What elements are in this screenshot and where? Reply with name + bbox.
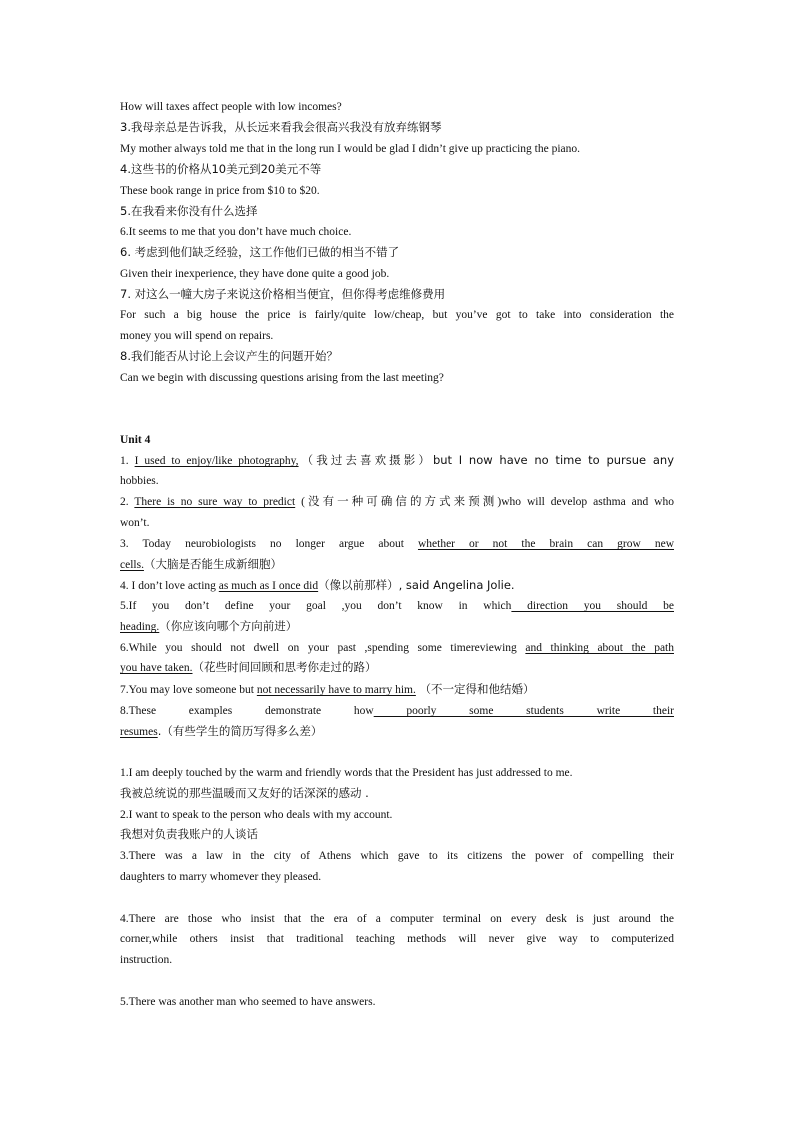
text-line: 8.我们能否从讨论上会议产生的问题开始？ [120,349,338,363]
answer-underlined: poorly some students write their [373,705,674,717]
text-run: （我过去喜欢摄影）but I now have no time to pursue any [298,453,675,467]
text-line: instruction. [120,954,173,966]
answer-underlined: not necessarily have to marry him. [256,684,416,696]
text-run: （大脑是否能生成新细胞） [143,557,282,571]
answer-underlined: I used to enjoy/like photography, [134,455,299,467]
answer-underlined: and thinking about the path [525,642,674,654]
exercise-line [120,660,674,675]
exercise-line [120,641,674,655]
text-run: 6.While you should not dwell on your past ,spending some timereviewing [120,642,526,654]
text-line: My mother always told me that in the long run I would be glad I didn’t give up practicing the piano. [120,143,581,155]
text-line: money you will spend on repairs. [120,330,274,342]
text-run: （像以前那样）, said Angelina Jolie. [318,578,515,592]
text-line: hobbies. [120,475,159,487]
answer-underlined: heading. [120,621,160,633]
text-line: 7. 对这么一幢大房子来说这价格相当便宜，但你得考虑维修费用 [120,287,446,301]
text-line: 5.在我看来你没有什么选择 [120,204,258,218]
text-run: 1. [120,455,135,467]
text-line: How will taxes affect people with low incomes? [120,101,342,113]
text-line: won’t. [120,517,150,529]
text-run: 2. [120,496,135,508]
text-line: 2.I want to speak to the person who deals with my account. [120,809,393,821]
text-line: 3.我母亲总是告诉我，从长远来看我会很高兴我没有放弃练钢琴 [120,120,442,134]
answer-underlined: There is no sure way to predict [134,496,296,508]
text-run: （花些时间回顾和思考你走过的路） [192,660,377,674]
text-run: （你应该向哪个方向前进） [159,619,298,633]
answer-underlined: whether or not the brain can grow new [417,538,675,550]
text-run: 5.If you don’t define your goal ,you don’t know in which [120,600,512,612]
text-line: 6.It seems to me that you don’t have much choice. [120,226,352,238]
text-line: 4.There are those who insist that the era of a computer terminal on every desk is just around the [120,913,674,925]
exercise-line [120,599,674,613]
text-line: 4.这些书的价格从10美元到20美元不等 [120,162,322,176]
text-line: corner,while others insist that traditional teaching methods will never give way to computerized [120,933,674,945]
text-run: .（有些学生的简历写得多么差） [157,724,323,738]
exercise-line [120,724,674,739]
text-run: （不一定得和他结婚） [415,682,535,696]
text-line: Given their inexperience, they have done quite a good job. [120,268,390,280]
exercise-line [120,704,674,718]
exercise-line [120,578,674,593]
answer-underlined: direction you should be [511,600,674,612]
answer-underlined: resumes [120,726,158,738]
text-run: 7.You may love someone but [120,684,257,696]
text-run: 4. I don’t love acting [120,580,219,592]
text-line: Can we begin with discussing questions arising from the last meeting? [120,372,444,384]
text-line: 3.There was a law in the city of Athens which gave to its citizens the power of compelling their [120,850,674,862]
exercise-line [120,619,674,634]
text-line: 1.I am deeply touched by the warm and friendly words that the President has just addressed to me. [120,767,573,779]
exercise-line [120,557,674,572]
text-run: 8.These examples demonstrate how [120,705,374,717]
text-line: 5.There was another man who seemed to have answers. [120,996,376,1008]
answer-underlined: as much as I once did [218,580,319,592]
unit-heading: Unit 4 [120,434,151,446]
exercise-line [120,453,674,468]
text-line: 6. 考虑到他们缺乏经验，这工作他们已做的相当不错了 [120,245,400,259]
text-line: 我被总统说的那些温暖而又友好的话深深的感动 . [120,786,369,800]
exercise-line [120,682,674,697]
text-line: These book range in price from $10 to $20. [120,185,320,197]
exercise-line [120,495,674,509]
text-run: (没有一种可确信的方式来预测)who will develop asthma and who [295,496,674,508]
text-line: 我想对负责我账户的人谈话 [120,827,258,841]
answer-underlined: cells. [120,559,144,571]
exercise-line [120,537,674,551]
text-line: daughters to marry whomever they pleased. [120,871,322,883]
text-line: For such a big house the price is fairly/quite low/cheap, but you’ve got to take into consideration the [120,309,674,321]
answer-underlined: you have taken. [120,662,193,674]
text-run: 3. Today neurobiologists no longer argue about [120,538,418,550]
